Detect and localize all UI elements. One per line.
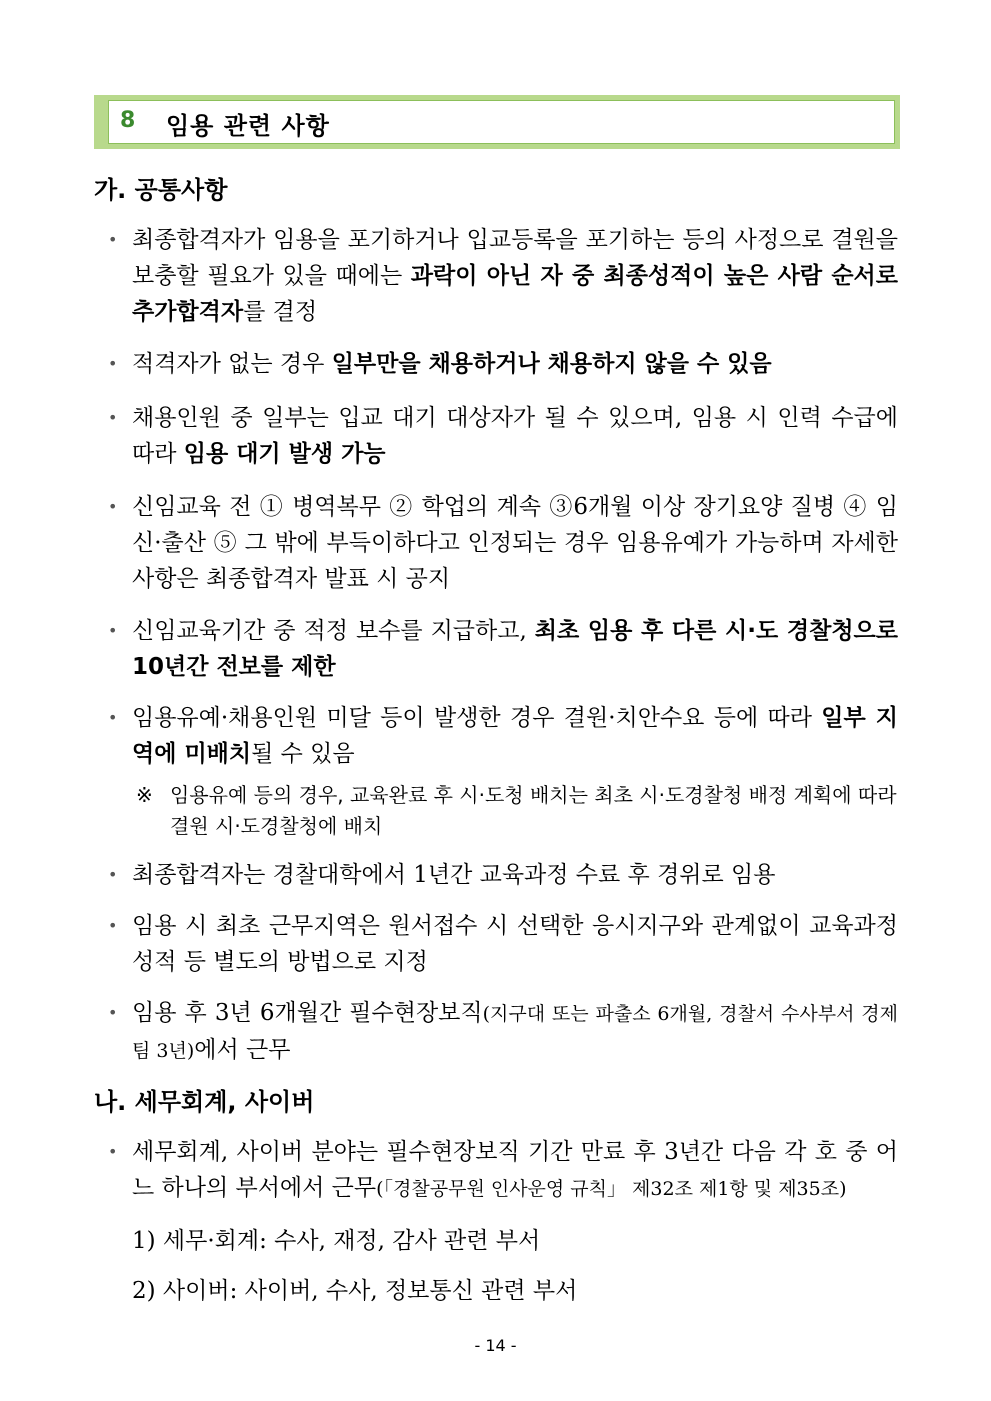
bullet-emphasis: 일부 지역에 미배치 bbox=[132, 705, 898, 767]
note-mark: ※ bbox=[136, 783, 153, 807]
note bbox=[136, 780, 898, 842]
bullet-text: 최종합격자가 임용을 포기하거나 입교등록을 포기하는 등의 사정으로 결원을 보충할 필요가 있을 때에는 bbox=[132, 227, 898, 289]
bullet-text: 될 수 있음 bbox=[251, 741, 355, 767]
bullet-text: 적격자가 없는 경우 bbox=[132, 351, 332, 377]
bullet-item bbox=[108, 908, 898, 980]
bullet-dot: • bbox=[108, 916, 118, 935]
bullet-item bbox=[108, 613, 898, 685]
bullet-item bbox=[108, 400, 898, 472]
bullet-emphasis: 최초 임용 후 다른 시·도 경찰청으로 10년간 전보를 제한 bbox=[132, 618, 898, 680]
bullet-text: 세무회계, 사이버 분야는 필수현장보직 기간 만료 후 3년간 다음 각 호 중 어느 하나의 부서에서 근무 bbox=[132, 1139, 898, 1201]
section-number: 8 bbox=[120, 108, 136, 133]
bullet-parenthetical: (「경찰공무원 인사운영 규칙」 제32조 제1항 및 제35조) bbox=[376, 1178, 847, 1200]
subsection-heading-tax-cyber: 나. 세무회계, 사이버 bbox=[94, 1088, 315, 1116]
bullet-emphasis: 임용 대기 발생 가능 bbox=[183, 441, 386, 467]
bullet-text: 신임교육 전 ① 병역복무 ② 학업의 계속 ③6개월 이상 장기요양 질병 ④ 임신·출산 ⑤ 그 밖에 부득이하다고 인정되는 경우 임용유예가 가능하며 자세한 사항은 최종합격자 발표 시 공지 bbox=[132, 494, 898, 592]
bullet-emphasis: 일부만을 채용하거나 채용하지 않을 수 있음 bbox=[331, 351, 772, 377]
bullet-text: 채용인원 중 일부는 입교 대기 대상자가 될 수 있으며, 임용 시 인력 수급에 따라 bbox=[132, 405, 898, 467]
bullet-text: 에서 근무 bbox=[194, 1037, 291, 1063]
bullet-item bbox=[108, 489, 898, 597]
bullet-text: 임용 후 3년 6개월간 필수현장보직 bbox=[132, 1000, 483, 1026]
bullet-text: 임용유예·채용인원 미달 등이 발생한 경우 결원·치안수요 등에 따라 bbox=[132, 705, 822, 731]
bullet-item bbox=[108, 222, 898, 330]
numbered-item: 2) 사이버: 사이버, 수사, 정보통신 관련 부서 bbox=[132, 1278, 578, 1304]
bullet-dot: • bbox=[108, 230, 118, 249]
bullet-emphasis: 과락이 아닌 자 중 최종성적이 높은 사람 순서로 추가합격자 bbox=[132, 263, 898, 325]
section-title: 임용 관련 사항 bbox=[166, 112, 330, 140]
bullet-text: 를 결정 bbox=[243, 299, 318, 325]
bullet-dot: • bbox=[108, 708, 118, 727]
bullet-dot: • bbox=[108, 865, 118, 884]
page-number: - 14 - bbox=[474, 1336, 517, 1355]
numbered-item: 1) 세무·회계: 수사, 재정, 감사 관련 부서 bbox=[132, 1228, 541, 1254]
bullet-text: 신임교육기간 중 적정 보수를 지급하고, bbox=[132, 618, 535, 644]
bullet-item bbox=[108, 995, 898, 1069]
bullet-dot: • bbox=[108, 1003, 118, 1022]
bullet-dot: • bbox=[108, 497, 118, 516]
section-header bbox=[94, 95, 900, 149]
bullet-text: 최종합격자는 경찰대학에서 1년간 교육과정 수료 후 경위로 임용 bbox=[132, 862, 776, 888]
bullet-dot: • bbox=[108, 354, 118, 373]
note-text: 임용유예 등의 경우, 교육완료 후 시·도청 배치는 최초 시·도경찰청 배정 계획에 따라 결원 시·도경찰청에 배치 bbox=[170, 783, 897, 838]
bullet-item bbox=[108, 346, 898, 382]
bullet-parenthetical: (지구대 또는 파출소 6개월, 경찰서 수사부서 경제팀 3년) bbox=[132, 1003, 898, 1062]
bullet-item bbox=[108, 700, 898, 772]
bullet-text: 임용 시 최초 근무지역은 원서접수 시 선택한 응시지구와 관계없이 교육과정 성적 등 별도의 방법으로 지정 bbox=[132, 913, 898, 975]
bullet-dot: • bbox=[108, 621, 118, 640]
bullet-dot: • bbox=[108, 1142, 118, 1161]
bullet-item bbox=[108, 1134, 898, 1207]
bullet-item bbox=[108, 857, 898, 893]
subsection-heading-common: 가. 공통사항 bbox=[94, 176, 228, 204]
bullet-dot: • bbox=[108, 408, 118, 427]
